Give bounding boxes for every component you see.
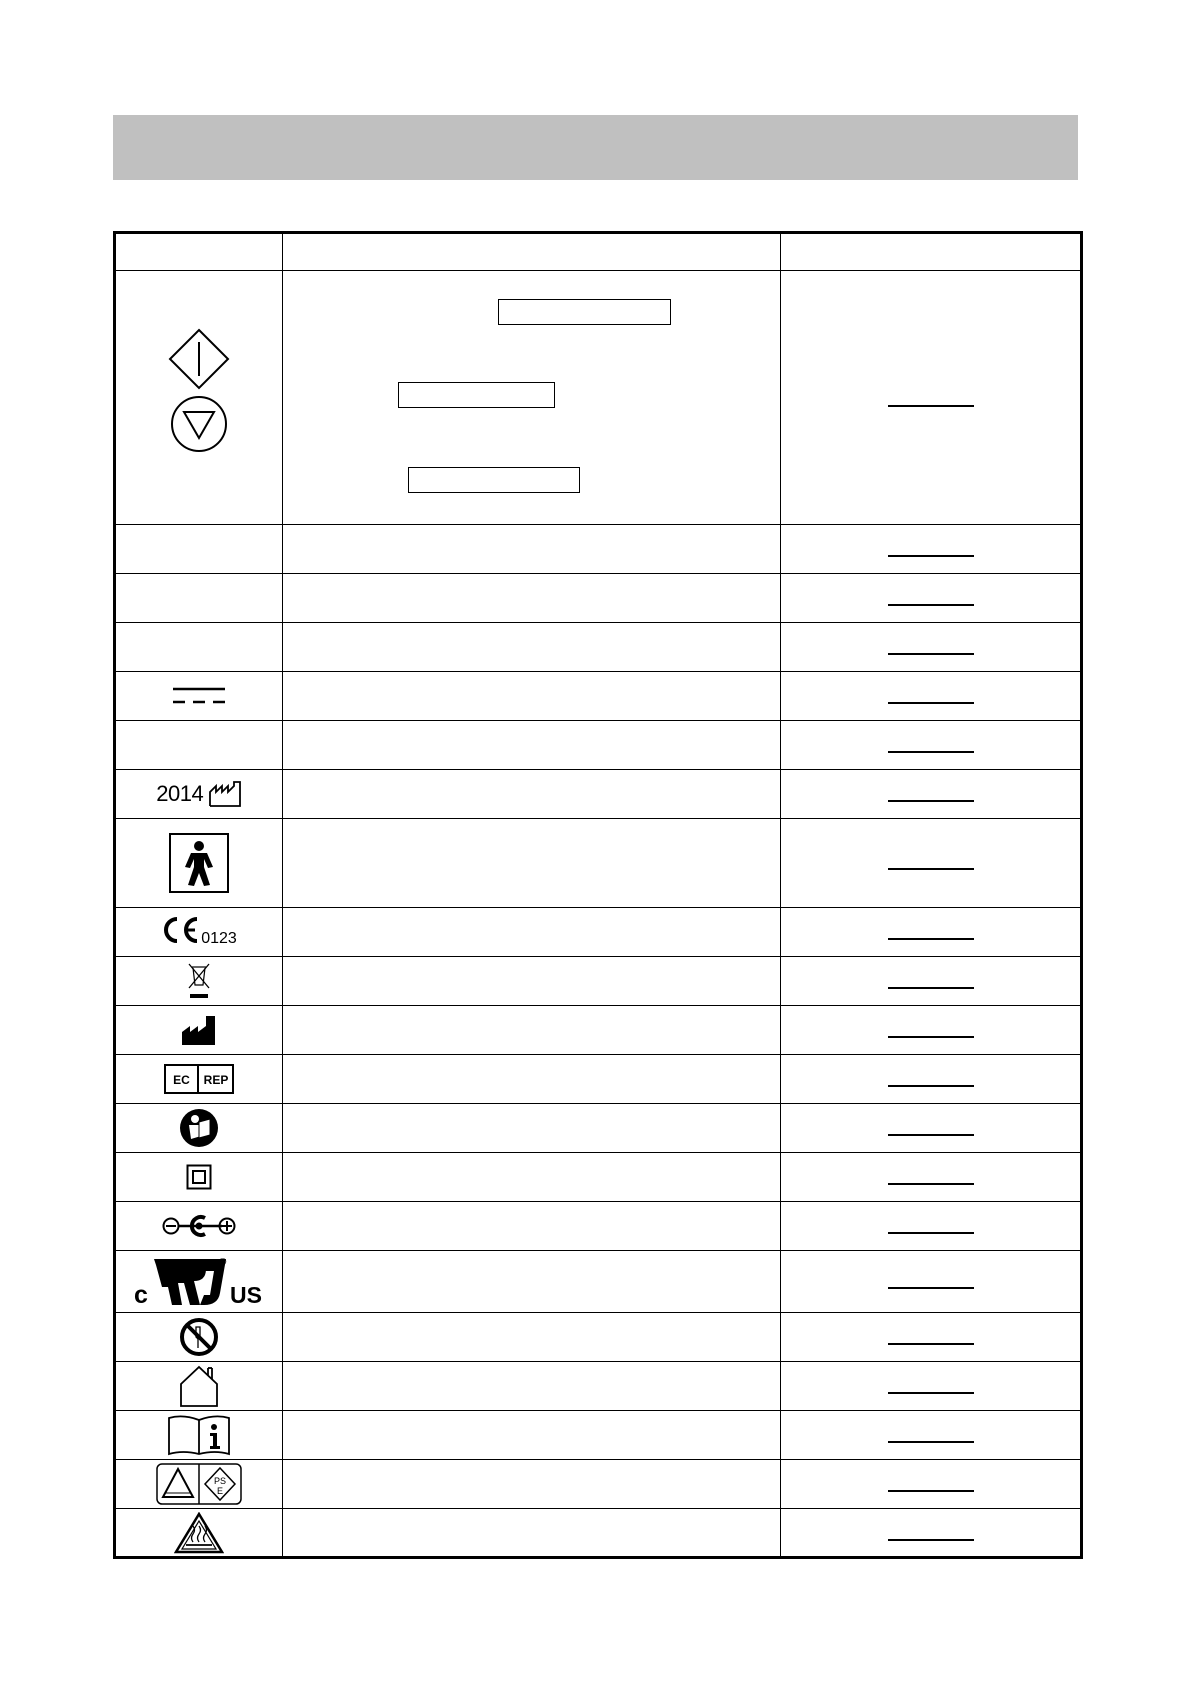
pse-e-label: E	[216, 1486, 224, 1496]
description-cell	[283, 1153, 781, 1202]
symbol-cell	[115, 525, 283, 574]
type-bf-applied-part-icon	[169, 833, 229, 893]
table-row	[115, 908, 1082, 957]
pse-mark-icon	[156, 1463, 242, 1505]
start-diamond-icon	[164, 328, 234, 468]
description-cell	[283, 1411, 781, 1460]
reference-cell	[781, 819, 1082, 908]
symbol-cell	[115, 957, 283, 1006]
description-cell	[283, 1251, 781, 1313]
manufacture-year: 2014	[156, 781, 204, 806]
reference-cell	[781, 574, 1082, 623]
table-row	[115, 623, 1082, 672]
stop-triangle-icon	[172, 397, 226, 451]
reference-line	[888, 653, 974, 655]
cul-us-mark-icon	[134, 1253, 264, 1311]
reference-line	[888, 1183, 974, 1185]
description-cell	[283, 271, 781, 525]
reference-line	[888, 405, 974, 407]
table-row	[115, 1006, 1082, 1055]
description-cell	[283, 1006, 781, 1055]
text-box	[398, 382, 555, 408]
table-row	[115, 1251, 1082, 1313]
symbols-table	[113, 231, 1083, 1559]
symbol-cell	[115, 819, 283, 908]
reference-cell	[781, 1202, 1082, 1251]
header-cell-symbol	[115, 233, 283, 271]
hot-surface-icon	[174, 1512, 224, 1554]
reference-line	[888, 1392, 974, 1394]
description-cell	[283, 1104, 781, 1153]
polarity-icon	[162, 1214, 236, 1238]
symbol-cell	[115, 1153, 283, 1202]
description-cell	[283, 770, 781, 819]
table-row	[115, 1055, 1082, 1104]
symbol-cell	[115, 770, 283, 819]
symbol-cell	[115, 1509, 283, 1558]
reference-line	[888, 604, 974, 606]
reference-cell	[781, 1362, 1082, 1411]
symbol-cell	[115, 1055, 283, 1104]
reference-line	[888, 1232, 974, 1234]
table-row	[115, 1313, 1082, 1362]
table-row	[115, 525, 1082, 574]
header-cell-description	[283, 233, 781, 271]
table-row	[115, 574, 1082, 623]
reference-line	[888, 1490, 974, 1492]
symbol-cell	[115, 1362, 283, 1411]
reference-line	[888, 938, 974, 940]
description-cell	[283, 1202, 781, 1251]
description-cell	[283, 1509, 781, 1558]
direct-current-icon	[171, 684, 227, 708]
symbol-cell	[115, 623, 283, 672]
reference-cell	[781, 525, 1082, 574]
table-header-row	[115, 233, 1082, 271]
text-box	[408, 467, 580, 493]
symbol-cell	[115, 574, 283, 623]
reference-line	[888, 1539, 974, 1541]
symbol-cell	[115, 1411, 283, 1460]
description-cell	[283, 1460, 781, 1509]
reference-cell	[781, 770, 1082, 819]
table-row	[115, 770, 1082, 819]
reference-cell	[781, 672, 1082, 721]
title-bar	[113, 115, 1078, 180]
reference-line	[888, 1287, 974, 1289]
reference-cell	[781, 623, 1082, 672]
symbol-cell	[115, 271, 283, 525]
cul-us-label: US	[230, 1281, 262, 1308]
pse-ps-label: PS	[213, 1476, 227, 1486]
table-row	[115, 271, 1082, 525]
symbol-cell	[115, 1104, 283, 1153]
description-cell	[283, 1362, 781, 1411]
description-cell	[283, 721, 781, 770]
description-cell	[283, 1055, 781, 1104]
description-cell	[283, 574, 781, 623]
reference-cell	[781, 1055, 1082, 1104]
reference-cell	[781, 1460, 1082, 1509]
manufacturer-icon	[181, 1014, 217, 1046]
reference-cell	[781, 1411, 1082, 1460]
reference-cell	[781, 957, 1082, 1006]
class-ii-icon	[186, 1164, 212, 1190]
reference-cell	[781, 721, 1082, 770]
indoor-use-icon	[177, 1364, 221, 1408]
symbol-cell	[115, 1202, 283, 1251]
reference-line	[888, 1441, 974, 1443]
symbol-cell	[115, 672, 283, 721]
cul-c-label: c	[134, 1280, 148, 1309]
read-manual-icon	[179, 1108, 219, 1148]
reference-line	[888, 1085, 974, 1087]
description-cell	[283, 819, 781, 908]
table-row	[115, 1104, 1082, 1153]
reference-line	[888, 555, 974, 557]
table-row	[115, 1202, 1082, 1251]
reference-line	[888, 800, 974, 802]
reference-cell	[781, 1313, 1082, 1362]
reference-cell	[781, 1509, 1082, 1558]
weee-crossed-bin-icon	[186, 961, 212, 1001]
description-cell	[283, 672, 781, 721]
reference-line	[888, 868, 974, 870]
reference-cell	[781, 1006, 1082, 1055]
rep-label: REP	[203, 1073, 229, 1087]
reference-line	[888, 751, 974, 753]
table-row	[115, 1509, 1082, 1558]
notified-body-number: 0123	[201, 930, 237, 948]
description-cell	[283, 1313, 781, 1362]
symbol-cell	[115, 1313, 283, 1362]
reference-line	[888, 1134, 974, 1136]
reference-cell	[781, 1153, 1082, 1202]
reference-cell	[781, 1251, 1082, 1313]
table-row	[115, 721, 1082, 770]
ec-label: EC	[173, 1073, 190, 1087]
reference-line	[888, 987, 974, 989]
no-disassembly-icon	[179, 1317, 219, 1357]
table-row	[115, 1153, 1082, 1202]
symbol-cell	[115, 1251, 283, 1313]
table-row	[115, 819, 1082, 908]
date-of-manufacture-icon	[208, 780, 242, 808]
table-row	[115, 1411, 1082, 1460]
reference-line	[888, 702, 974, 704]
symbol-cell	[115, 908, 283, 957]
symbol-cell	[115, 721, 283, 770]
operating-instructions-icon	[167, 1414, 231, 1456]
symbol-cell	[115, 1460, 283, 1509]
description-cell	[283, 908, 781, 957]
table-row	[115, 672, 1082, 721]
text-box	[498, 299, 671, 325]
table-row	[115, 957, 1082, 1006]
table-row	[115, 1460, 1082, 1509]
reference-cell	[781, 271, 1082, 525]
reference-line	[888, 1343, 974, 1345]
ce-mark-icon	[161, 915, 201, 945]
ec-rep-icon	[164, 1064, 234, 1094]
description-cell	[283, 623, 781, 672]
reference-cell	[781, 908, 1082, 957]
description-cell	[283, 525, 781, 574]
reference-line	[888, 1036, 974, 1038]
header-cell-reference	[781, 233, 1082, 271]
registered-mark: ®	[219, 1256, 227, 1268]
description-cell	[283, 957, 781, 1006]
reference-cell	[781, 1104, 1082, 1153]
symbol-cell	[115, 1006, 283, 1055]
table-row	[115, 1362, 1082, 1411]
